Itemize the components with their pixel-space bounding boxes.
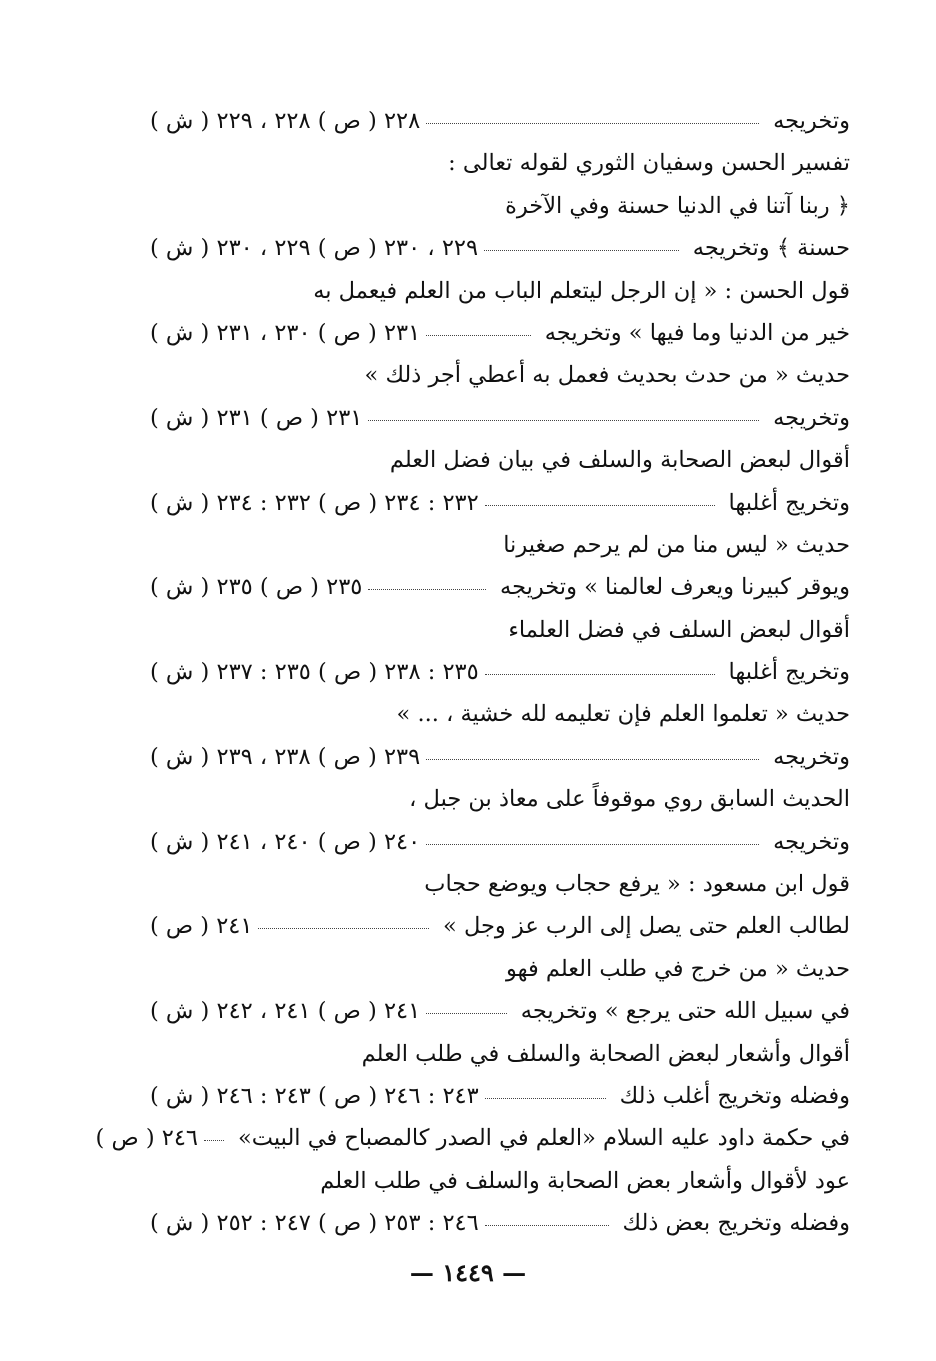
toc-list <box>95 100 850 1245</box>
dot-leader <box>426 844 759 845</box>
toc-heading-line: حديث « ليس منا من لم يرحم صغيرنا <box>503 531 850 558</box>
toc-entry-pages: ٢٤٣ : ٢٤٦ ( ص ) ٢٤٣ : ٢٤٦ ( ش ) <box>150 1082 479 1109</box>
dot-leader <box>426 759 759 760</box>
dot-leader <box>484 250 679 251</box>
toc-entry-title: خير من الدنيا وما فيها » وتخريجه <box>544 319 850 346</box>
toc-entry-pages: ٢٢٩ ، ٢٣٠ ( ص ) ٢٢٩ ، ٢٣٠ ( ش ) <box>150 235 479 262</box>
toc-entry <box>150 397 850 439</box>
toc-entry-title: وتخريجه <box>773 828 850 855</box>
toc-heading-line: أقوال لبعض الصحابة والسلف في بيان فضل العلم <box>389 447 850 474</box>
toc-entry-title: وتخريج أغلبها <box>728 659 850 686</box>
dot-leader <box>426 1013 507 1014</box>
toc-entry-title: وفضله وتخريج أغلب ذلك <box>619 1082 850 1109</box>
toc-entry-pages: ٢٣٥ : ٢٣٨ ( ص ) ٢٣٥ : ٢٣٧ ( ش ) <box>150 659 479 686</box>
dot-leader <box>485 505 715 506</box>
toc-heading-line: قول ابن مسعود : « يرفع حجاب ويوضع حجاب <box>424 871 850 898</box>
toc-entry <box>150 312 850 354</box>
toc-entry-pages: ٢٤٦ : ٢٥٣ ( ص ) ٢٤٧ : ٢٥٢ ( ش ) <box>150 1210 479 1237</box>
toc-entry-pages: ٢٣٥ ( ص ) ٢٣٥ ( ش ) <box>150 574 363 601</box>
toc-entry <box>95 1117 850 1159</box>
toc-entry <box>150 566 850 608</box>
toc-heading-line: قول الحسن : « إن الرجل ليتعلم الباب من العلم فيعمل به <box>313 277 850 304</box>
toc-heading-line: الحديث السابق روي موقوفاً على معاذ بن جبل ، <box>409 786 850 813</box>
toc-heading-line: ﴿ ربنا آتنا في الدنيا حسنة وفي الآخرة <box>505 192 850 219</box>
toc-entry <box>150 990 850 1032</box>
toc-entry <box>150 736 850 778</box>
toc-entry-pages: ٢٤١ ( ص ) ٢٤١ ، ٢٤٢ ( ش ) <box>150 998 421 1025</box>
dot-leader <box>368 420 759 421</box>
toc-entry <box>150 905 850 947</box>
toc-entry-title: في سبيل الله حتى يرجع » وتخريجه <box>520 998 850 1025</box>
toc-entry <box>150 821 850 863</box>
page-number: — ١٤٤٩ — <box>409 1258 527 1287</box>
toc-entry-title: ويوقر كبيرنا ويعرف لعالمنا » وتخريجه <box>500 574 850 601</box>
toc-entry-title: وفضله وتخريج بعض ذلك <box>622 1210 850 1237</box>
toc-heading-line: حديث « تعلموا العلم فإن تعليمه لله خشية ، ... » <box>396 701 850 728</box>
dot-leader <box>368 589 486 590</box>
dot-leader <box>204 1140 224 1141</box>
toc-heading-line: حديث « من خرج في طلب العلم فهو <box>505 955 850 982</box>
toc-entry-title: وتخريجه <box>773 743 850 770</box>
toc-entry <box>150 100 850 142</box>
toc-heading-line: حديث « من حدث بحديث فعمل به أعطي أجر ذلك » <box>364 362 850 389</box>
toc-heading-line: تفسير الحسن وسفيان الثوري لقوله تعالى : <box>448 150 850 177</box>
toc-entry <box>150 227 850 269</box>
toc-heading-line: أقوال لبعض السلف في فضل العلماء <box>508 616 850 643</box>
toc-entry-title: حسنة ﴾ وتخريجه <box>692 235 850 262</box>
toc-entry-title: في حكمة داود عليه السلام «العلم في الصدر كالمصباح في البيت» <box>238 1125 850 1152</box>
toc-entry <box>150 482 850 524</box>
toc-heading-line: أقوال وأشعار لبعض الصحابة والسلف في طلب العلم <box>361 1040 850 1067</box>
toc-entry <box>150 1202 850 1244</box>
toc-entry-pages: ٢٤١ ( ص ) <box>150 913 253 940</box>
toc-entry-title: وتخريج أغلبها <box>728 489 850 516</box>
toc-entry <box>150 1075 850 1117</box>
toc-entry-pages: ٢٢٨ ( ص ) ٢٢٨ ، ٢٢٩ ( ش ) <box>150 108 421 134</box>
dot-leader <box>485 674 715 675</box>
toc-entry-pages: ٢٤٠ ( ص ) ٢٤٠ ، ٢٤١ ( ش ) <box>150 828 421 855</box>
dot-leader <box>485 1225 609 1226</box>
toc-entry-title: وتخريجه <box>773 404 850 431</box>
dot-leader <box>485 1098 606 1099</box>
toc-entry-pages: ٢٣١ ( ص ) ٢٣٠ ، ٢٣١ ( ش ) <box>150 319 421 346</box>
dot-leader <box>426 335 531 336</box>
toc-entry-pages: ٢٣٢ : ٢٣٤ ( ص ) ٢٣٢ : ٢٣٤ ( ش ) <box>150 489 479 516</box>
toc-entry-pages: ٢٣١ ( ص ) ٢٣١ ( ش ) <box>150 404 363 431</box>
toc-entry-pages: ٢٣٩ ( ص ) ٢٣٨ ، ٢٣٩ ( ش ) <box>150 743 421 770</box>
toc-entry <box>150 651 850 693</box>
toc-entry-title: لطالب العلم حتى يصل إلى الرب عز وجل » <box>443 913 850 940</box>
dot-leader <box>426 123 759 124</box>
dot-leader <box>258 928 429 929</box>
toc-entry-title: وتخريجه <box>773 108 850 134</box>
toc-entry-pages: ٢٤٦ ( ص ) <box>95 1125 199 1152</box>
toc-heading-line: عود لأقوال وأشعار بعض الصحابة والسلف في طلب العلم <box>320 1167 850 1194</box>
